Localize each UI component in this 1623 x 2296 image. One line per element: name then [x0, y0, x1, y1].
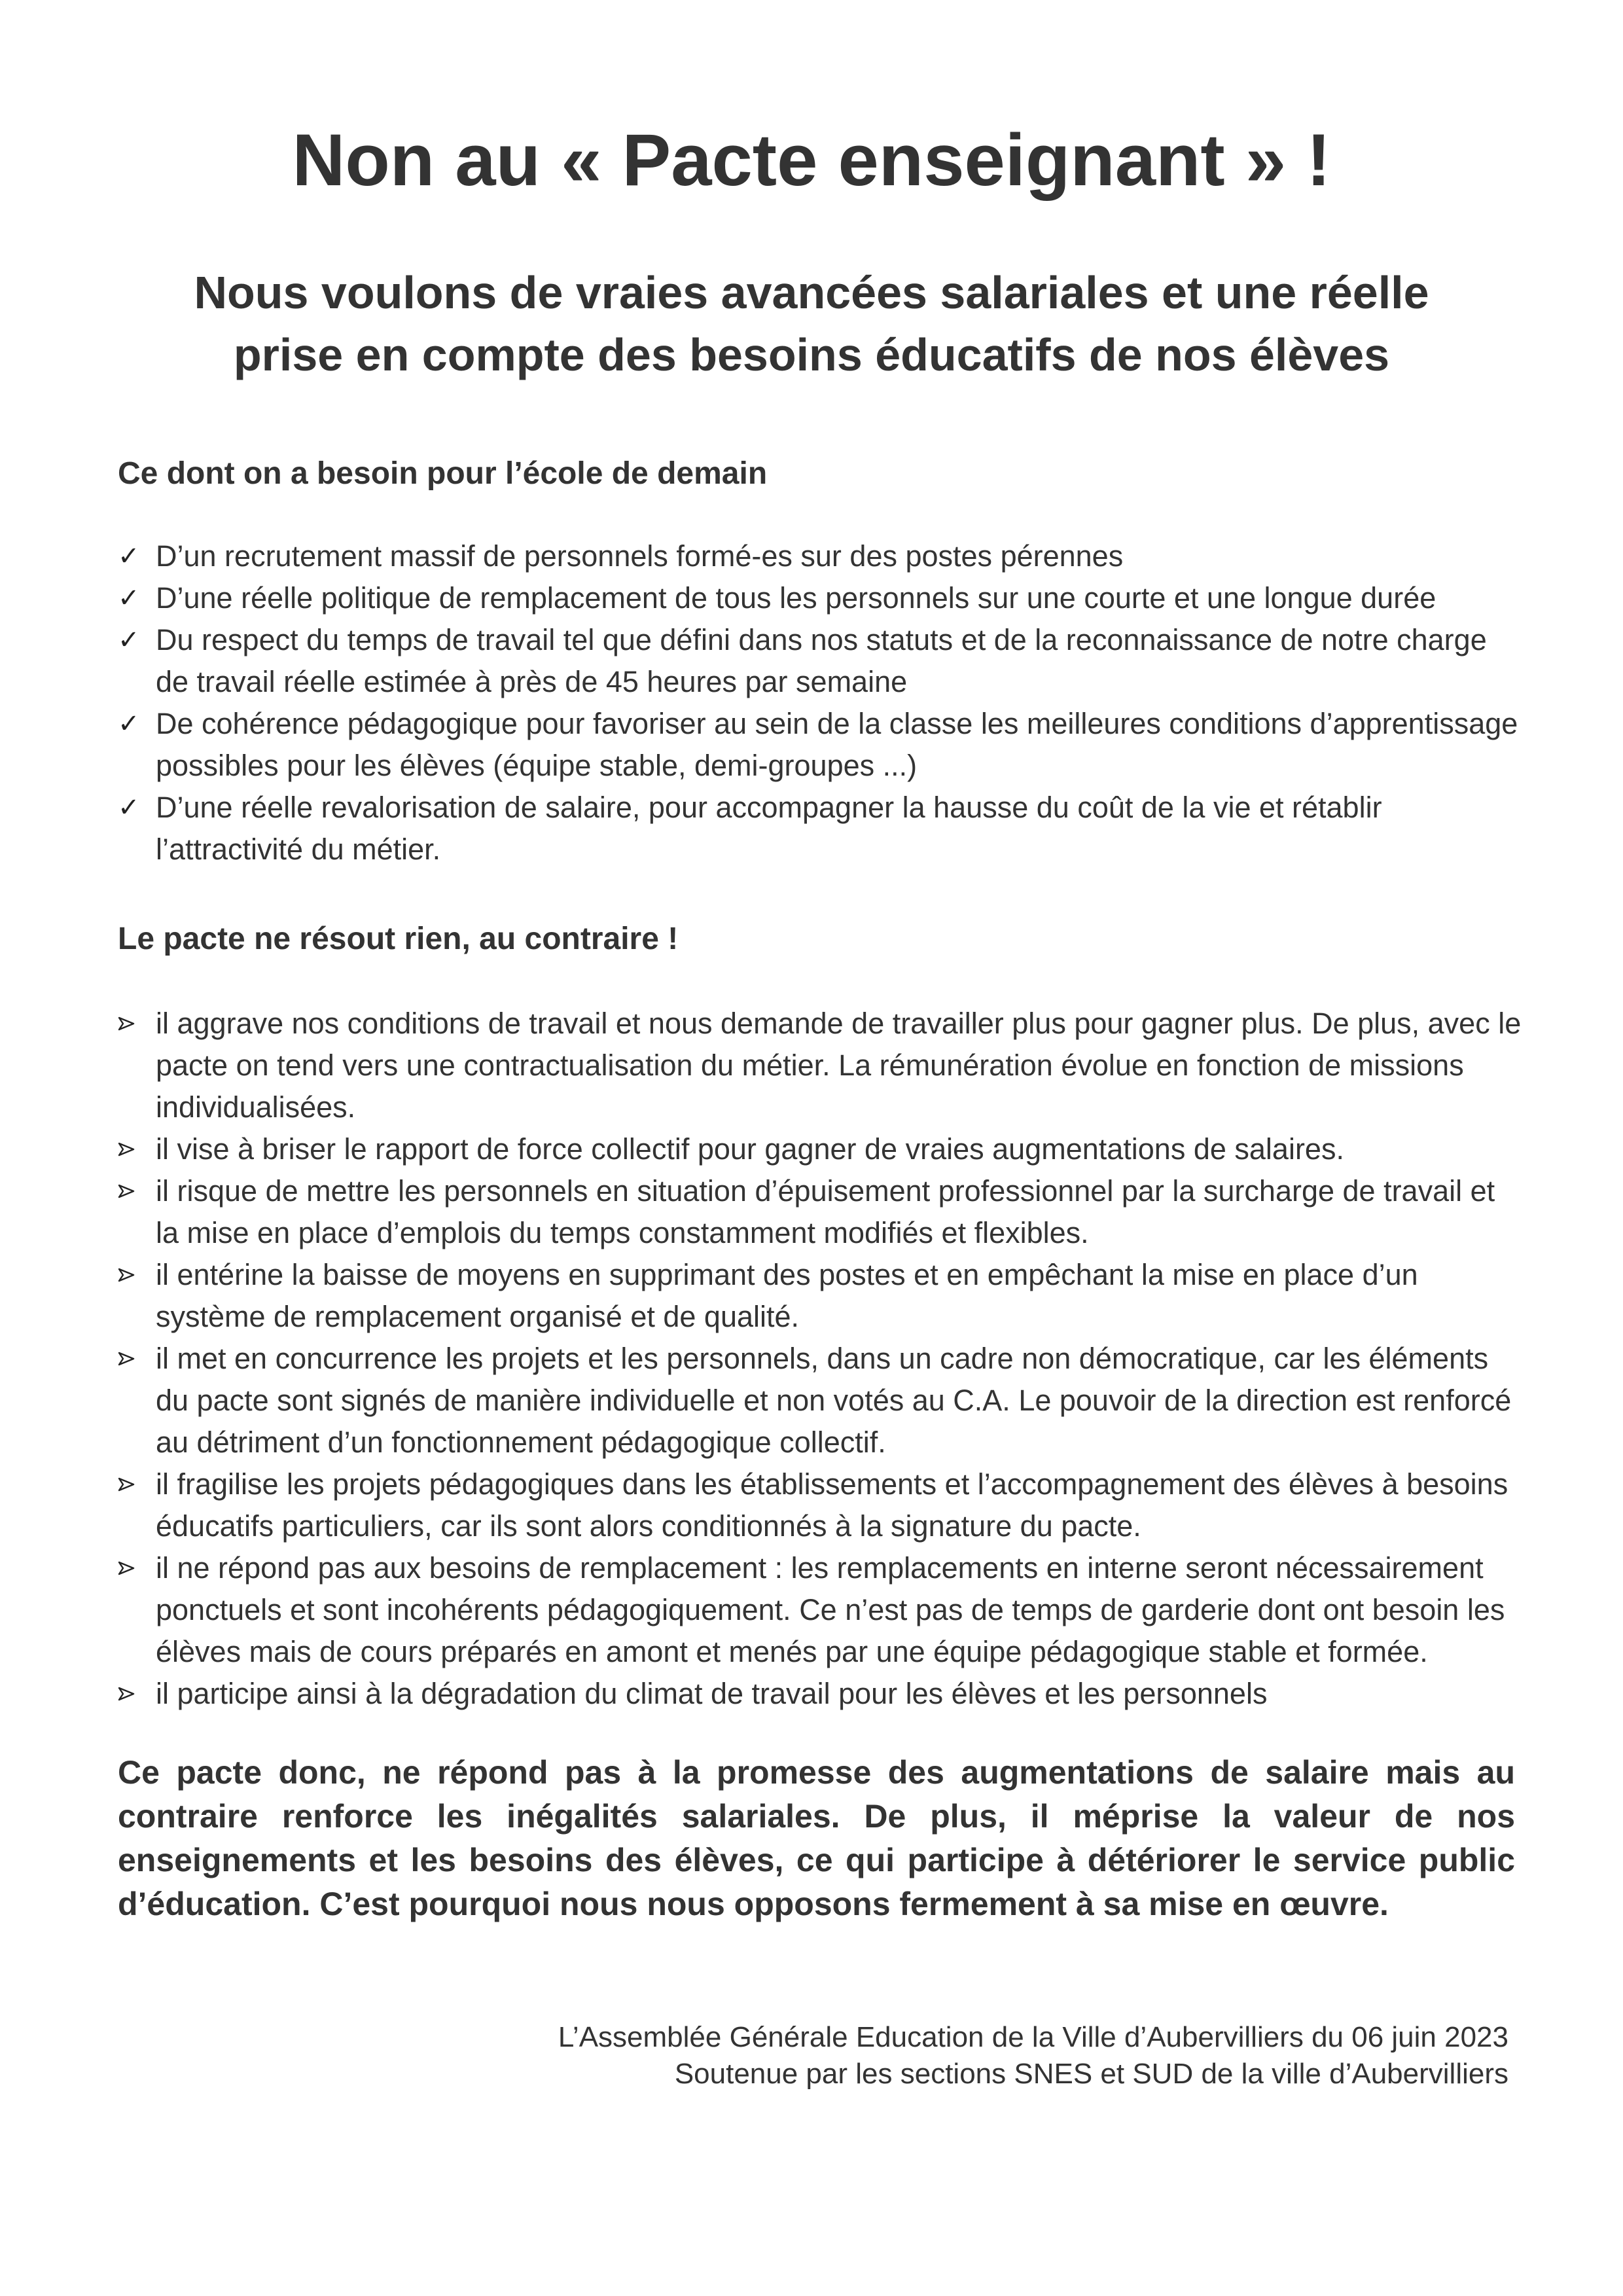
pact-item-text: il ne répond pas aux besoins de remplacement : les remplacements en interne seront nécessairement ponctuels et sont incohérents pédagogiquement. Ce n’est pas de temps de garderie dont ont besoin les élèves mais de cours préparés en amont et menés par une équipe pédagogique stable et formée. [156, 1551, 1505, 1668]
list-item [118, 1338, 1525, 1463]
list-item [118, 1673, 1525, 1715]
list-item [118, 619, 1525, 703]
check-icon: ✓ [118, 625, 140, 655]
signature-block [558, 2019, 1508, 2092]
needs-item-text: D’une réelle politique de remplacement de tous les personnels sur une courte et une longue durée [156, 581, 1436, 615]
arrow-bullet-icon [118, 1561, 135, 1575]
arrow-bullet-icon [118, 1477, 135, 1492]
arrow-bullet-icon [118, 1016, 135, 1031]
subtitle-line-1: Nous voulons de vraies avancées salariales et une réelle [194, 267, 1429, 318]
pact-item-text: il participe ainsi à la dégradation du climat de travail pour les élèves et les personnels [156, 1677, 1268, 1710]
needs-item-text: De cohérence pédagogique pour favoriser au sein de la classe les meilleures conditions d’apprentissage possibles pour les élèves (équipe stable, demi-groupes ...) [156, 707, 1518, 782]
arrow-bullet-icon [118, 1268, 135, 1282]
check-icon: ✓ [118, 709, 140, 739]
list-item [118, 1254, 1525, 1338]
signature-line-1: L’Assemblée Générale Education de la Ville d’Aubervilliers du 06 juin 2023 [558, 2021, 1508, 2053]
list-item [118, 787, 1525, 870]
subtitle-line-2: prise en compte des besoins éducatifs de nos élèves [233, 329, 1390, 380]
conclusion-paragraph: Ce pacte donc, ne répond pas à la promesse des augmentations de salaire mais au contraire renforce les inégalités salariales. De plus, il méprise la valeur de nos enseignements et les besoins des élèves, ce qui participe à détériorer le service public d’éducation. C’est pourquoi nous nous opposons fermement à sa mise en œuvre. [118, 1754, 1515, 1922]
pact-item-text: il entérine la baisse de moyens en supprimant des postes et en empêchant la mise en place d’un système de remplacement organisé et de qualité. [156, 1258, 1418, 1333]
pact-list [118, 1003, 1525, 1715]
list-item [118, 1170, 1525, 1254]
list-item [118, 535, 1525, 577]
arrow-bullet-icon [118, 1184, 135, 1198]
check-icon: ✓ [118, 793, 140, 823]
page-subtitle [118, 262, 1505, 386]
needs-item-text: D’une réelle revalorisation de salaire, pour accompagner la hausse du coût de la vie et rétablir l’attractivité du métier. [156, 791, 1382, 866]
pact-item-text: il aggrave nos conditions de travail et nous demande de travailler plus pour gagner plus. De plus, avec le pacte on tend vers une contractualisation du métier. La rémunération évolue en fonction de missions individualisées. [156, 1007, 1522, 1124]
needs-item-text: D’un recrutement massif de personnels formé-es sur des postes pérennes [156, 539, 1124, 573]
page-title: Non au « Pacte enseignant » ! [292, 119, 1331, 201]
arrow-bullet-icon [118, 1687, 135, 1701]
needs-heading: Ce dont on a besoin pour l’école de demain [118, 456, 768, 491]
pact-item-text: il risque de mettre les personnels en situation d’épuisement professionnel par la surcharge de travail et la mise en place d’emplois du temps constamment modifiés et flexibles. [156, 1174, 1495, 1249]
list-item [118, 1547, 1525, 1673]
check-icon: ✓ [118, 583, 140, 613]
needs-list [118, 535, 1525, 870]
arrow-bullet-icon [118, 1352, 135, 1366]
signature-line-2: Soutenue par les sections SNES et SUD de la ville d’Aubervilliers [674, 2058, 1508, 2090]
pact-item-text: il fragilise les projets pédagogiques dans les établissements et l’accompagnement des élèves à besoins éducatifs particuliers, car ils sont alors conditionnés à la signature du pacte. [156, 1467, 1508, 1543]
arrow-bullet-icon [118, 1142, 135, 1157]
pact-item-text: il met en concurrence les projets et les personnels, dans un cadre non démocratique, car les éléments du pacte sont signés de manière individuelle et non votés au C.A. Le pouvoir de la direction est renforcé au détriment d’un fonctionnement pédagogique collectif. [156, 1342, 1512, 1459]
needs-item-text: Du respect du temps de travail tel que défini dans nos statuts et de la reconnaissance de notre charge de travail réelle estimée à près de 45 heures par semaine [156, 623, 1487, 698]
list-item [118, 1003, 1525, 1128]
pact-heading: Le pacte ne résout rien, au contraire ! [118, 922, 679, 956]
check-icon: ✓ [118, 541, 140, 571]
pact-item-text: il vise à briser le rapport de force collectif pour gagner de vraies augmentations de salaires. [156, 1132, 1344, 1166]
list-item [118, 1128, 1525, 1170]
list-item [118, 703, 1525, 787]
list-item [118, 1463, 1525, 1547]
list-item [118, 577, 1525, 619]
